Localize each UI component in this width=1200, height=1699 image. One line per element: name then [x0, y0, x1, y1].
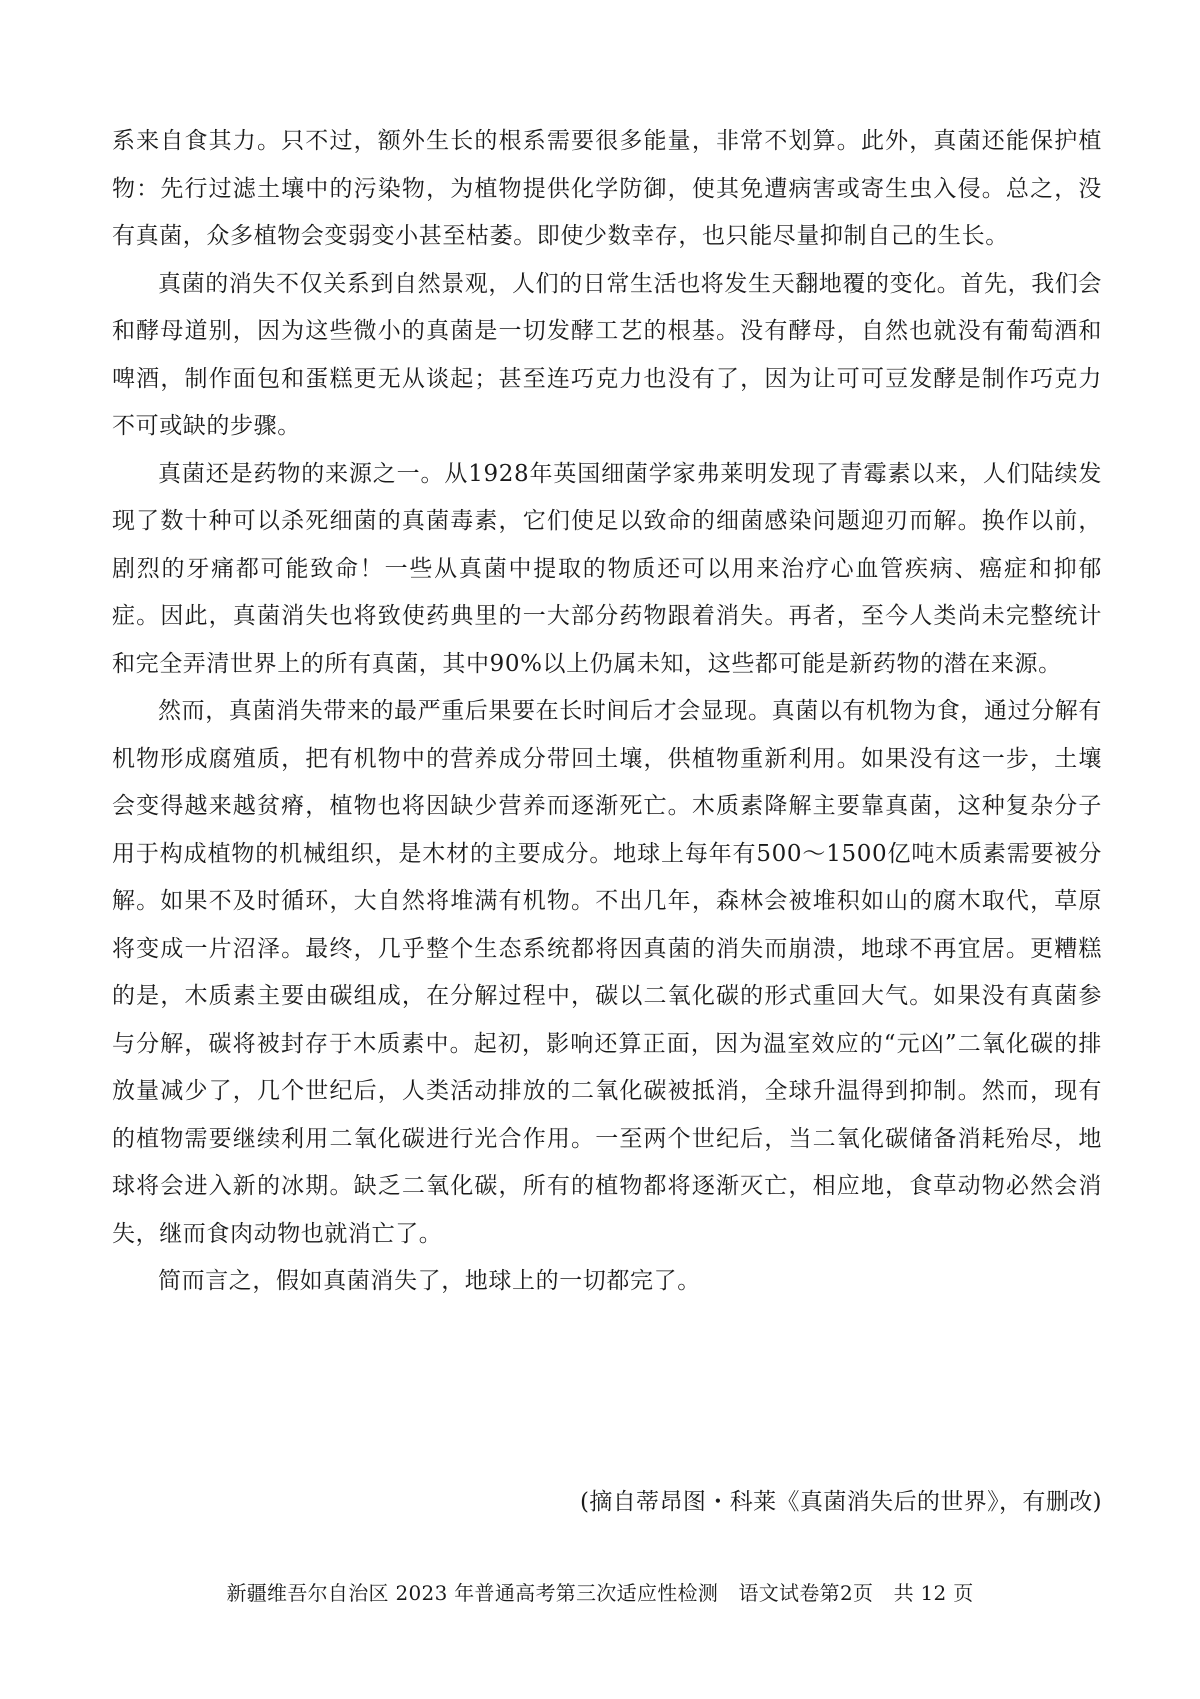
- paragraph-medicine: 真菌还是药物的来源之一。从1928年英国细菌学家弗莱明发现了青霉素以来，人们陆续发现了数十种可以杀死细菌的真菌毒素，它们使足以致命的细菌感染问题迎刃而解。换作以前，剧烈的牙痛都可能致命！一些从真菌中提取的物质还可以用来治疗心血管疾病、癌症和抑郁症。因此，真菌消失也将致使药典里的一大部分药物跟着消失。再者，至今人类尚未完整统计和完全弄清世界上的所有真菌，其中90%以上仍属未知，这些都可能是新药物的潜在来源。: [112, 460, 1102, 677]
- article-body: [112, 118, 1102, 1306]
- page-footer: 新疆维吾尔自治区 2023 年普通高考第三次适应性检测 语文试卷第2页 共 12 页: [226, 1581, 974, 1605]
- source-citation: (摘自蒂昂图・科莱《真菌消失后的世界》，有删改): [579, 1489, 1102, 1515]
- paragraph-yeast: 真菌的消失不仅关系到自然景观，人们的日常生活也将发生天翻地覆的变化。首先，我们会和酵母道别，因为这些微小的真菌是一切发酵工艺的根基。没有酵母，自然也就没有葡萄酒和啤酒，制作面包和蛋糕更无从谈起；甚至连巧克力也没有了，因为让可可豆发酵是制作巧克力不可或缺的步骤。: [112, 270, 1102, 439]
- paragraph-conclusion: 简而言之，假如真菌消失了，地球上的一切都完了。: [158, 1268, 701, 1294]
- paragraph-continued: 系来自食其力。只不过，额外生长的根系需要很多能量，非常不划算。此外，真菌还能保护植物：先行过滤土壤中的污染物，为植物提供化学防御，使其免遭病害或寄生虫入侵。总之，没有真菌，众多植物会变弱变小甚至枯萎。即使少数幸存，也只能尽量抑制自己的生长。: [112, 128, 1102, 249]
- paragraph-decomposition: 然而，真菌消失带来的最严重后果要在长时间后才会显现。真菌以有机物为食，通过分解有机物形成腐殖质，把有机物中的营养成分带回土壤，供植物重新利用。如果没有这一步，土壤会变得越来越贫瘠，植物也将因缺少营养而逐渐死亡。木质素降解主要靠真菌，这种复杂分子用于构成植物的机械组织，是木材的主要成分。地球上每年有500～1500亿吨木质素需要被分解。如果不及时循环，大自然将堆满有机物。不出几年，森林会被堆积如山的腐木取代，草原将变成一片沼泽。最终，几乎整个生态系统都将因真菌的消失而崩溃，地球不再宜居。更糟糕的是，木质素主要由碳组成，在分解过程中，碳以二氧化碳的形式重回大气。如果没有真菌参与分解，碳将被封存于木质素中。起初，影响还算正面，因为温室效应的“元凶”二氧化碳的排放量减少了，几个世纪后，人类活动排放的二氧化碳被抵消，全球升温得到抑制。然而，现有的植物需要继续利用二氧化碳进行光合作用。一至两个世纪后，当二氧化碳储备消耗殆尽，地球将会进入新的冰期。缺乏二氧化碳，所有的植物都将逐渐灭亡，相应地，食草动物必然会消失，继而食肉动物也就消亡了。: [112, 698, 1102, 1247]
